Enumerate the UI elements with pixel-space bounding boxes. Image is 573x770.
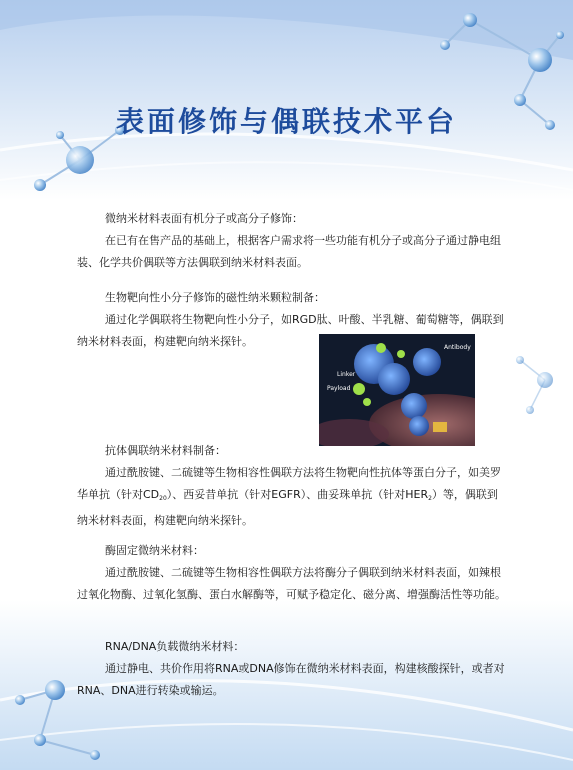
- section-heading: 酶固定微纳米材料：: [105, 544, 204, 557]
- section-text-part: 通过酰胺键、二硫键等生物相容性偶联方法将生物靶向性抗体等蛋白分子，如美罗华单抗（针对CD: [77, 466, 501, 501]
- antibody-conjugate-image: [319, 334, 475, 446]
- section-text: 通过静电、共价作用将RNA或DNA修饰在微纳米材料表面，构建核酸探针，或者对RNA、DNA进行转染或输运。: [77, 662, 505, 697]
- section-rna-dna-loading: [77, 636, 507, 702]
- linker-label: Linker: [337, 371, 356, 378]
- page-title: 表面修饰与偶联技术平台: [115, 105, 457, 138]
- payload-label: Payload: [327, 385, 351, 392]
- antibody-label: Antibody: [444, 344, 471, 351]
- section-heading: 微纳米材料表面有机分子或高分子修饰：: [105, 212, 303, 225]
- section-text: 在已有在售产品的基础上，根据客户需求将一些功能有机分子或高分子通过静电组装、化学共价偶联等方法偶联到纳米材料表面。: [77, 234, 501, 269]
- section-text: [77, 462, 507, 532]
- section-surface-modification: [77, 208, 507, 274]
- antibody-conjugate-illustration: [319, 334, 475, 446]
- section-text: 通过酰胺键、二硫键等生物相容性偶联方法将酶分子偶联到纳米材料表面，如辣根过氧化物酶、过氧化氢酶、蛋白水解酶等，可赋予稳定化、磁分离、增强酶活性等功能。: [77, 566, 506, 601]
- cd20-subscript: 20: [159, 495, 167, 502]
- section-enzyme-immobilization: [77, 540, 507, 606]
- section-heading: 生物靶向性小分子修饰的磁性纳米颗粒制备：: [105, 291, 325, 304]
- section-antibody-conjugation: [77, 440, 507, 532]
- section-text-part: ）等，偶联到纳米材料表面，构建靶向纳米探针。: [77, 488, 498, 527]
- section-text: 通过化学偶联将生物靶向性小分子，如RGD肽、叶酸、半乳糖、葡萄糖等，偶联到纳米材料表面，构建靶向纳米探针。: [77, 313, 504, 348]
- section-heading: RNA/DNA负载微纳米材料：: [105, 640, 245, 653]
- her2-subscript: 2: [428, 495, 432, 502]
- section-heading: 抗体偶联纳米材料制备：: [105, 444, 226, 457]
- section-text-part: ）、西妥昔单抗（针对EGFR）、曲妥珠单抗（针对HER: [166, 488, 429, 501]
